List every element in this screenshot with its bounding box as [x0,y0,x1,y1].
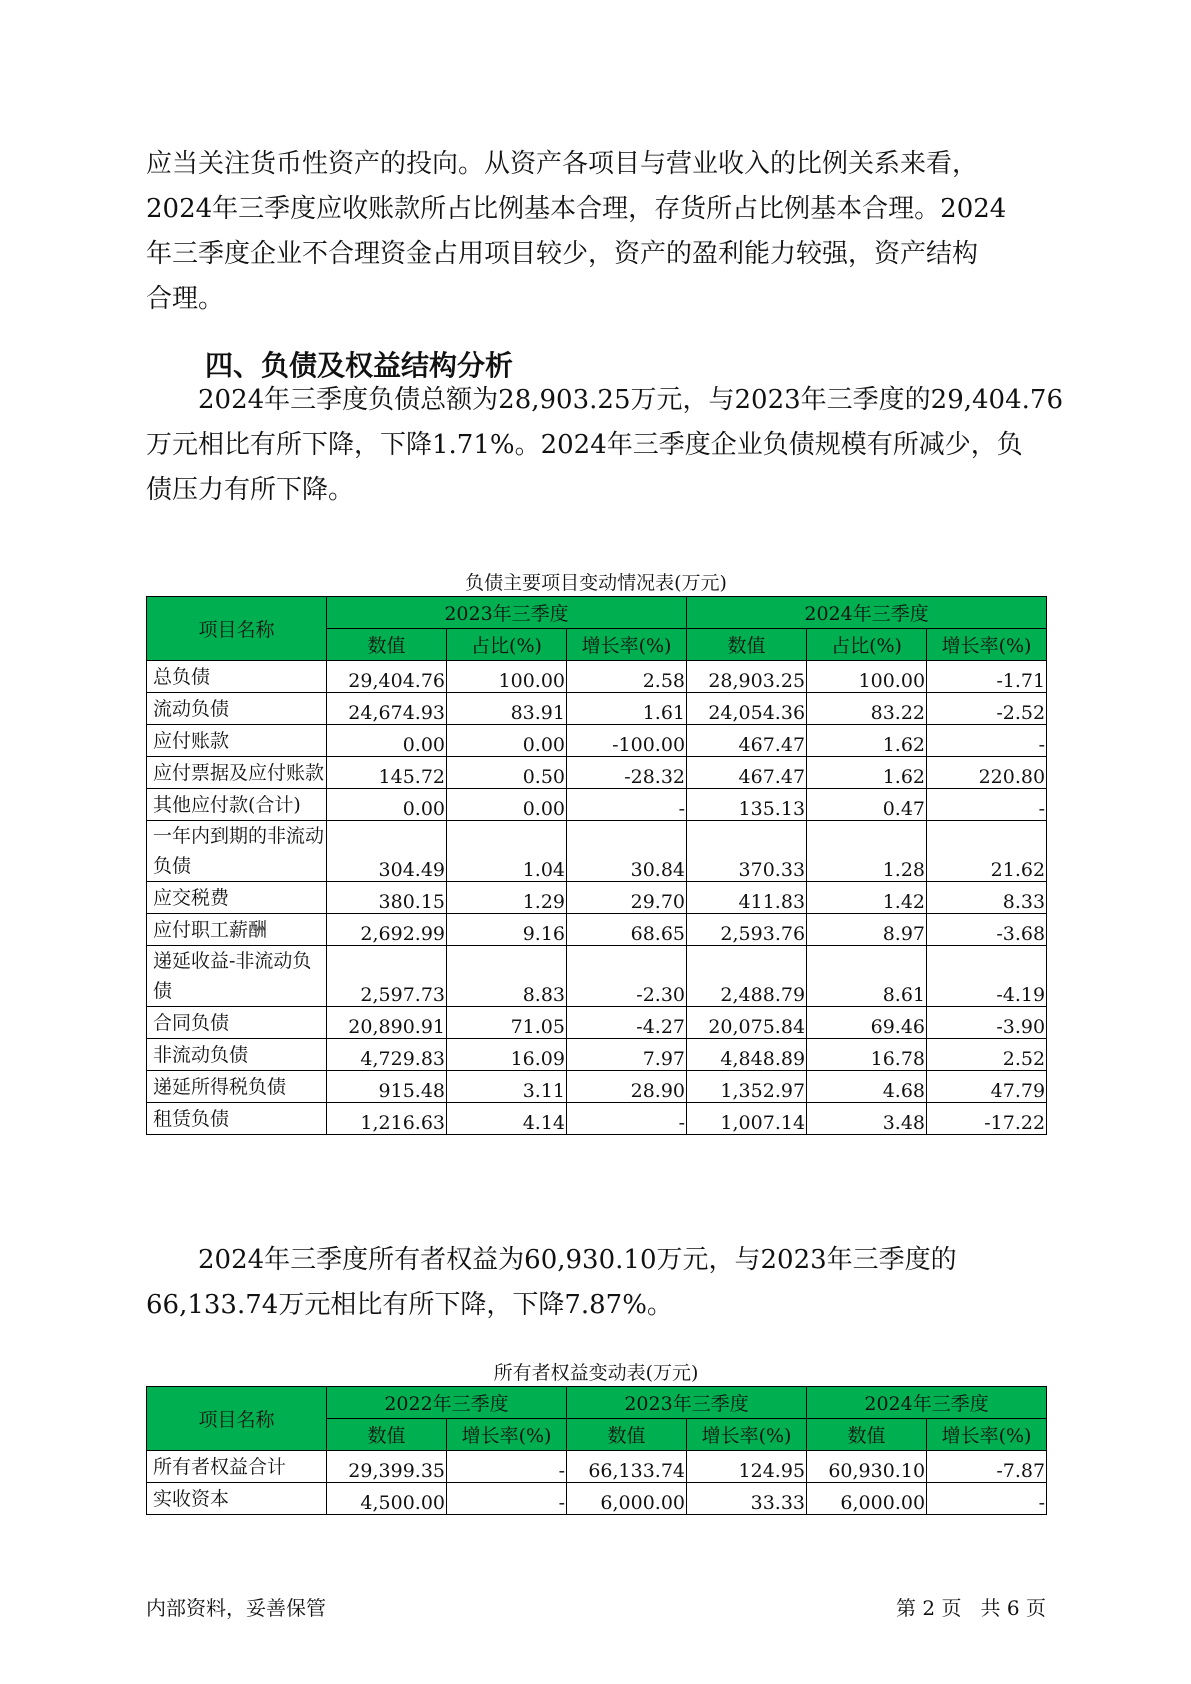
table-cell: 1,007.14 [687,1103,807,1135]
table-cell: 60,930.10 [807,1451,927,1483]
table-cell: 2,488.79 [687,946,807,1007]
table-cell: 2,692.99 [327,914,447,946]
paragraph-line: 债压力有所下降。 [146,475,355,505]
paragraph-line: 2024年三季度负债总额为28,903.25万元，与2023年三季度的29,404.76 [198,385,1063,415]
row-label: 流动负债 [147,693,327,725]
table-cell: 6,000.00 [567,1483,687,1515]
subheader: 增长率(%) [447,1419,567,1451]
table-cell: -1.71 [927,661,1047,693]
table-cell: 1.61 [567,693,687,725]
table-cell: -100.00 [567,725,687,757]
row-label: 一年内到期的非流动负债 [147,821,327,882]
period-header: 2023年三季度 [567,1387,807,1419]
table-cell: - [927,789,1047,821]
table-row [147,821,1047,882]
table-cell: 47.79 [927,1071,1047,1103]
table-cell: -7.87 [927,1451,1047,1483]
table-cell: 0.00 [447,725,567,757]
table-cell: 1.42 [807,882,927,914]
table-cell: 100.00 [807,661,927,693]
row-label: 应付账款 [147,725,327,757]
table-cell: 2.52 [927,1039,1047,1071]
row-label: 应付票据及应付账款 [147,757,327,789]
table-row [147,882,1047,914]
table-row [147,1103,1047,1135]
table-cell: 3.11 [447,1071,567,1103]
equity-table [146,1386,1047,1515]
table-cell: 100.00 [447,661,567,693]
table-cell: 2,593.76 [687,914,807,946]
table-cell: - [927,1483,1047,1515]
table-cell: 68.65 [567,914,687,946]
table-cell: 8.97 [807,914,927,946]
subheader: 数值 [567,1419,687,1451]
table-cell: 24,674.93 [327,693,447,725]
subheader: 数值 [687,629,807,661]
table-cell: -3.90 [927,1007,1047,1039]
name-header: 项目名称 [147,597,327,661]
subheader: 增长率(%) [927,1419,1047,1451]
table-row [147,914,1047,946]
paragraph-line: 66,133.74万元相比有所下降，下降7.87%。 [146,1290,673,1320]
section-heading: 四、负债及权益结构分析 [205,349,514,382]
subheader: 数值 [807,1419,927,1451]
subheader: 增长率(%) [687,1419,807,1451]
paragraph-line: 年三季度企业不合理资金占用项目较少，资产的盈利能力较强，资产结构 [146,239,979,269]
table-cell: 8.61 [807,946,927,1007]
table-cell: 83.91 [447,693,567,725]
table-cell: 8.33 [927,882,1047,914]
table-cell: 4,729.83 [327,1039,447,1071]
row-label: 实收资本 [147,1483,327,1515]
table-cell: 4.68 [807,1071,927,1103]
subheader: 数值 [327,1419,447,1451]
subheader: 占比(%) [447,629,567,661]
table-cell: 1.62 [807,757,927,789]
table-cell: -3.68 [927,914,1047,946]
table-cell: 0.47 [807,789,927,821]
liability-paragraph [146,378,1066,513]
subheader: 数值 [327,629,447,661]
table-cell: 0.00 [327,789,447,821]
table-cell: 915.48 [327,1071,447,1103]
table-cell: 29,399.35 [327,1451,447,1483]
table-cell: 3.48 [807,1103,927,1135]
footer-page-number: 第 2 页 共 6 页 [896,1596,1046,1620]
period-header: 2024年三季度 [687,597,1047,629]
row-label: 递延所得税负债 [147,1071,327,1103]
table-cell: 69.46 [807,1007,927,1039]
period-header: 2023年三季度 [327,597,687,629]
table-cell: 30.84 [567,821,687,882]
table-row [147,1451,1047,1483]
table-cell: 1,216.63 [327,1103,447,1135]
table-cell: 29.70 [567,882,687,914]
table-cell: 2,597.73 [327,946,447,1007]
footer-left: 内部资料，妥善保管 [146,1596,326,1620]
table-cell: - [927,725,1047,757]
table-cell: - [447,1483,567,1515]
table-row [147,789,1047,821]
table-cell: 83.22 [807,693,927,725]
table-cell: - [447,1451,567,1483]
row-label: 递延收益-非流动负债 [147,946,327,1007]
table-cell: 1.29 [447,882,567,914]
table-row [147,661,1047,693]
table-cell: -2.52 [927,693,1047,725]
equity-table-caption: 所有者权益变动表(万元) [493,1362,699,1384]
table-cell: 0.00 [327,725,447,757]
subheader: 占比(%) [807,629,927,661]
period-header: 2024年三季度 [807,1387,1047,1419]
table-cell: 4,500.00 [327,1483,447,1515]
table-cell: 135.13 [687,789,807,821]
table-cell: 8.83 [447,946,567,1007]
table-cell: 467.47 [687,757,807,789]
table-cell: 220.80 [927,757,1047,789]
table-cell: 29,404.76 [327,661,447,693]
table-cell: 145.72 [327,757,447,789]
table-row [147,1039,1047,1071]
table-row [147,1071,1047,1103]
paragraph-line: 应当关注货币性资产的投向。从资产各项目与营业收入的比例关系来看， [146,149,979,179]
table-cell: 370.33 [687,821,807,882]
table-cell: 20,890.91 [327,1007,447,1039]
table-cell: 2.58 [567,661,687,693]
paragraph-line: 合理。 [146,284,225,314]
paragraph-line: 2024年三季度应收账款所占比例基本合理，存货所占比例基本合理。2024 [146,194,1007,224]
table-cell: 411.83 [687,882,807,914]
liability-table [146,596,1047,1135]
row-label: 应交税费 [147,882,327,914]
table-cell: -2.30 [567,946,687,1007]
table-cell: 24,054.36 [687,693,807,725]
table-cell: 1,352.97 [687,1071,807,1103]
table-cell: -28.32 [567,757,687,789]
table-row [147,1007,1047,1039]
table-cell: 380.15 [327,882,447,914]
row-label: 所有者权益合计 [147,1451,327,1483]
row-label: 合同负债 [147,1007,327,1039]
table-cell: 1.62 [807,725,927,757]
table-cell: 16.78 [807,1039,927,1071]
table-cell: 124.95 [687,1451,807,1483]
liability-table-caption: 负债主要项目变动情况表(万元) [465,572,727,594]
table-cell: -4.27 [567,1007,687,1039]
equity-paragraph [146,1238,1066,1328]
row-label: 租赁负债 [147,1103,327,1135]
row-label: 总负债 [147,661,327,693]
row-label: 其他应付款(合计) [147,789,327,821]
table-cell: 20,075.84 [687,1007,807,1039]
table-cell: 28.90 [567,1071,687,1103]
table-cell: 16.09 [447,1039,567,1071]
table-cell: 467.47 [687,725,807,757]
row-label: 非流动负债 [147,1039,327,1071]
table-cell: 21.62 [927,821,1047,882]
period-header: 2022年三季度 [327,1387,567,1419]
table-cell: - [567,789,687,821]
name-header: 项目名称 [147,1387,327,1451]
table-cell: 9.16 [447,914,567,946]
table-cell: 0.00 [447,789,567,821]
table-cell: -17.22 [927,1103,1047,1135]
table-row [147,693,1047,725]
row-label: 应付职工薪酬 [147,914,327,946]
table-cell: 4,848.89 [687,1039,807,1071]
paragraph-line: 2024年三季度所有者权益为60,930.10万元，与2023年三季度的 [198,1245,957,1275]
subheader: 增长率(%) [567,629,687,661]
table-row [147,757,1047,789]
intro-paragraph [146,142,1066,322]
table-cell: 1.04 [447,821,567,882]
table-cell: 71.05 [447,1007,567,1039]
table-cell: 66,133.74 [567,1451,687,1483]
table-cell: 7.97 [567,1039,687,1071]
table-cell: 1.28 [807,821,927,882]
table-cell: -4.19 [927,946,1047,1007]
table-cell: - [567,1103,687,1135]
table-row [147,946,1047,1007]
table-cell: 6,000.00 [807,1483,927,1515]
table-cell: 4.14 [447,1103,567,1135]
paragraph-line: 万元相比有所下降，下降1.71%。2024年三季度企业负债规模有所减少，负 [146,430,1023,460]
table-row [147,1483,1047,1515]
subheader: 增长率(%) [927,629,1047,661]
table-cell: 28,903.25 [687,661,807,693]
table-cell: 33.33 [687,1483,807,1515]
table-cell: 304.49 [327,821,447,882]
table-cell: 0.50 [447,757,567,789]
table-row [147,725,1047,757]
